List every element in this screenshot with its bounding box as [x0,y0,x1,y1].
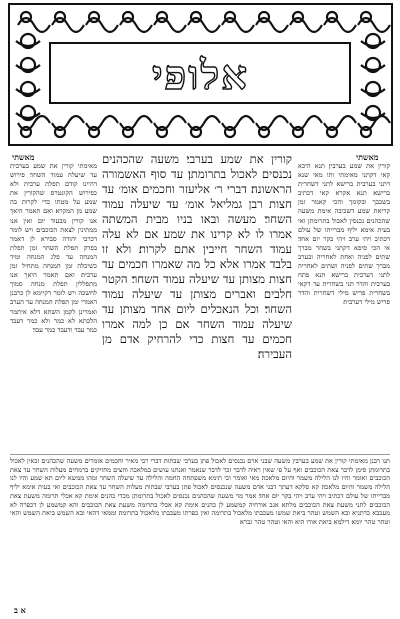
rashi-commentary-column: קורין את שמע בערבין׃ תנא היכא קאי דקתני מאימתי ותו מאי שנא דתני בערבית ברישא לתני דשחרית ברישא׃ תנא אקרא קאי דכתיב בשכבך ובקומך והכי קאמר זמן קריאת שמע דשכיבה אימת משעה שהכהנים נכנסין לאכול בתרומתן ואי בעית אימא יליף מברייתו של עולם דכתיב ויהי ערב ויהי בקר יום אחד׃ אי הכי סיפא דקתני בשחר מברך שתים לפניה ואחת לאחריה ובערב מברך שתים לפניה ושתים לאחריה לתני דערבית ברישא׃ תנא פתח בערבית והדר תני בשחרית עד דקאי בשחרית פריש מילי דשחרית והדר פריש מילי דערבית׃ [298,162,390,307]
woodcut-ornamental-frame [8,3,393,146]
gemara-bottom-text: תנו רבנן מאימתי קורין את שמע בערבין משעה שבני אדם נכנסים לאכול פתן בערבי שבתות דברי רבי מאיר וחכמים אומרים משעה שהכהנים זכאין לאכול בתרומתן סימן לדבר צאת הכוכבים ואף על פי שאין ראיה לדבר זכר לדבר שנאמר ואנחנו עושים במלאכה וחצים מחזיקים ברמחים מעלות השחר עד צאת הכוכבים ואומר והיו לנו הלילה משמר והיום מלאכה׃ מאי ואומר וכי תימא משפתחה החמה והלילה עד שיעלה השחר ומהו ממשא ליום תא שמע והיו לנו הלילה משמר והיום מלאכה׃ קא סלקא דעתך דבני אדם משעה שנכנסים לאכול פתן בערבי שבתות מעלות השחר עד צאת הכוכבים ואי בעית אימא יליף מברייתו של עולם דכתיב ויהי ערב ויהי בקר יום אחד׃ אמר מר משעה שהכהנים נכנסים לאכול בתרומתן מכדי כהנים אימת קא אכלי תרומה משעת צאת הכוכבים לתני משעת צאת הכוכבים מלתא אגב אורחיה קמשמע לן כהנים אימת קא אכלי בתרומה משעת צאת הכוכבים והא קמשמע לן דכפרה לא מעכבא כדתניא ובא השמש וטהר ביאת שמשו מעכבתו מלאכול בתרומה ואין כפרתו מעכבתו מלאכול בתרומה׃ וממאי דהאי ובא השמש ביאת השמש והאי וטהר טהר יומא דילמא ביאת אורו הוא והאי וטהר טהר גברא׃ [10,454,390,606]
right-column-header: מאשתי [356,152,379,162]
tosafot-commentary-column: מאימתי קורין את שמע בערבית עד שיעלה עמוד השחר׃ פירוש דהיינו קודם תפלת ערבית ולא כפירוש הקונטרס שהקורין את שמע על מטתו כדי לקרות בה שמע מן המקרא׃ ואם תאמר היאך אנו קורין מבעוד יום ואין אנו ממתינין לצאת הכוכבים׃ ויש לומר דכרבי יהודה סבירא לן דאמר בפרק תפלת השחר זמן תפלת המנחה עד פלג המנחה ומיד כשיכלה זמן המנחה מתחיל זמן ערבית׃ ואם תאמר היאך אנו מתפללין תפלת מנחה סמוך לחשכה ויש לומר דקיימא לן כרבנן דאמרי זמן תפלת המנחה עד הערב ואמרינן לקמן השתא דלא איתמר הלכתא לא כמר ולא כמר דעבד כמר עבד ודעבד כמר עבד׃ [10,162,97,334]
ornamental-title: אלופי [152,52,249,99]
page-signature: א ב [14,605,26,615]
left-column-header: מאשתי [12,152,35,162]
mishnah-main-text: קורין את שמע בערבי׃ משעה שהכהנים נכנסים לאכול בתרומתן׃ עד סוף האשמורה הראשונה׃ דברי ר׳ אליעזר וחכמים אומ׳ עד חצות רבן גמליאל אומ׳ עד שיעלה עמוד השחר׃ מעשה ובאו בניו מבית המשתה אמרו לו לא קרינו את שמע׃ אם לא עלה עמוד השחר חייבין אתם לקרות׃ ולא זו בלבד אמרו אלא כל מה שאמרו חכמים עד חצות מצותן עד שיעלה עמוד השחר׃ הקטר חלבים ואברים מצותן עד שיעלה עמוד השחר׃ וכל הנאכלים ליום אחד מצותן עד שיעלה עמוד השחר אם כן למה אמרו חכמים עד חצות כדי להרחיק אדם מן העבירה׃ [102,152,292,361]
